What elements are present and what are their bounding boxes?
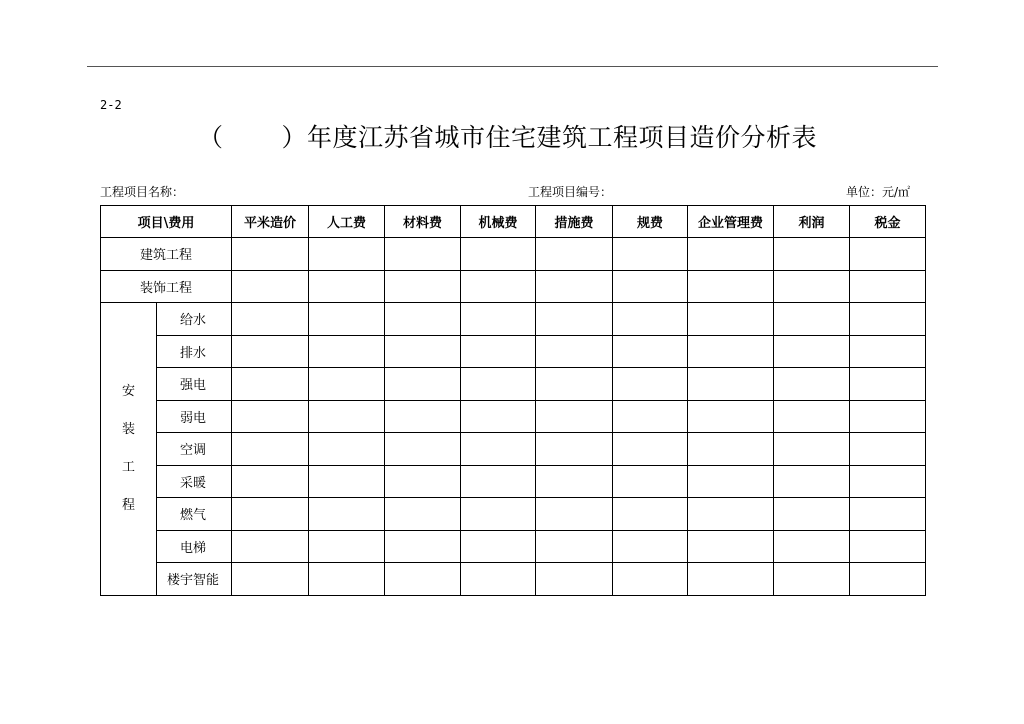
value-cell[interactable] (850, 530, 926, 563)
value-cell[interactable] (688, 303, 774, 336)
value-cell[interactable] (850, 335, 926, 368)
value-cell[interactable] (385, 335, 461, 368)
header-col-1: 人工费 (309, 206, 385, 238)
value-cell[interactable] (536, 530, 613, 563)
header-col-8: 税金 (850, 206, 926, 238)
value-cell[interactable] (309, 238, 385, 271)
value-cell[interactable] (774, 563, 850, 596)
value-cell[interactable] (385, 238, 461, 271)
value-cell[interactable] (536, 270, 613, 303)
value-cell[interactable] (774, 368, 850, 401)
value-cell[interactable] (461, 498, 536, 531)
value-cell[interactable] (613, 400, 688, 433)
value-cell[interactable] (309, 530, 385, 563)
value-cell[interactable] (536, 433, 613, 466)
install-item-label: 给水 (157, 303, 232, 336)
project-no-label: 工程项目编号： (528, 185, 613, 199)
value-cell[interactable] (850, 303, 926, 336)
install-item-label: 强电 (157, 368, 232, 401)
title-text: ）年度江苏省城市住宅建筑工程项目造价分析表 (281, 123, 818, 152)
table-row (101, 270, 926, 303)
value-cell[interactable] (688, 530, 774, 563)
value-cell[interactable] (385, 530, 461, 563)
table-row (101, 465, 926, 498)
value-cell[interactable] (688, 238, 774, 271)
value-cell[interactable] (385, 563, 461, 596)
value-cell[interactable] (850, 498, 926, 531)
value-cell[interactable] (774, 498, 850, 531)
value-cell[interactable] (613, 530, 688, 563)
value-cell[interactable] (461, 400, 536, 433)
table-row (101, 563, 926, 596)
value-cell[interactable] (385, 303, 461, 336)
value-cell[interactable] (232, 238, 309, 271)
value-cell[interactable] (850, 270, 926, 303)
value-cell[interactable] (461, 465, 536, 498)
value-cell[interactable] (232, 498, 309, 531)
value-cell[interactable] (385, 400, 461, 433)
value-cell[interactable] (461, 563, 536, 596)
project-name-label: 工程项目名称： (100, 185, 185, 199)
value-cell[interactable] (850, 400, 926, 433)
value-cell[interactable] (850, 368, 926, 401)
value-cell[interactable] (774, 433, 850, 466)
value-cell[interactable] (536, 563, 613, 596)
value-cell[interactable] (232, 335, 309, 368)
value-cell[interactable] (461, 433, 536, 466)
value-cell[interactable] (774, 465, 850, 498)
value-cell[interactable] (385, 368, 461, 401)
value-cell[interactable] (850, 563, 926, 596)
value-cell[interactable] (613, 465, 688, 498)
value-cell[interactable] (850, 465, 926, 498)
value-cell[interactable] (232, 563, 309, 596)
value-cell[interactable] (688, 368, 774, 401)
value-cell[interactable] (688, 465, 774, 498)
value-cell[interactable] (385, 498, 461, 531)
install-item-label: 采暖 (157, 465, 232, 498)
value-cell[interactable] (688, 498, 774, 531)
value-cell[interactable] (774, 270, 850, 303)
value-cell[interactable] (774, 238, 850, 271)
value-cell[interactable] (613, 563, 688, 596)
install-item-label: 燃气 (157, 498, 232, 531)
header-col-4: 措施费 (536, 206, 613, 238)
value-cell[interactable] (309, 465, 385, 498)
value-cell[interactable] (774, 400, 850, 433)
value-cell[interactable] (232, 433, 309, 466)
value-cell[interactable] (850, 238, 926, 271)
header-item-fee: 项目\费用 (101, 206, 232, 238)
value-cell[interactable] (613, 498, 688, 531)
value-cell[interactable] (461, 303, 536, 336)
install-group-char: 安 (121, 383, 135, 399)
header-col-2: 材料费 (385, 206, 461, 238)
value-cell[interactable] (309, 368, 385, 401)
table-row (101, 368, 926, 401)
install-group-char: 装 (121, 421, 135, 437)
value-cell[interactable] (385, 270, 461, 303)
value-cell[interactable] (309, 270, 385, 303)
install-item-label: 排水 (157, 335, 232, 368)
value-cell[interactable] (536, 303, 613, 336)
table-code: 2-2 (100, 98, 122, 112)
value-cell[interactable] (613, 368, 688, 401)
value-cell[interactable] (536, 400, 613, 433)
value-cell[interactable] (613, 270, 688, 303)
value-cell[interactable] (232, 465, 309, 498)
header-col-0: 平米造价 (232, 206, 309, 238)
cost-analysis-table (100, 205, 926, 596)
install-item-label: 弱电 (157, 400, 232, 433)
header-col-3: 机械费 (461, 206, 536, 238)
value-cell[interactable] (232, 270, 309, 303)
table-row (101, 498, 926, 531)
value-cell[interactable] (774, 335, 850, 368)
title-open-paren: （ (198, 123, 224, 152)
value-cell[interactable] (232, 400, 309, 433)
value-cell[interactable] (232, 368, 309, 401)
value-cell[interactable] (536, 335, 613, 368)
header-col-7: 利润 (774, 206, 850, 238)
value-cell[interactable] (536, 498, 613, 531)
row-label: 建筑工程 (101, 238, 232, 271)
row-label: 装饰工程 (101, 270, 232, 303)
table-row (101, 238, 926, 271)
table-row (101, 530, 926, 563)
value-cell[interactable] (309, 335, 385, 368)
top-rule (87, 66, 938, 67)
value-cell[interactable] (461, 368, 536, 401)
table-row (101, 303, 926, 336)
page-title (198, 118, 817, 154)
value-cell[interactable] (232, 530, 309, 563)
value-cell[interactable] (688, 270, 774, 303)
value-cell[interactable] (309, 303, 385, 336)
value-cell[interactable] (461, 238, 536, 271)
value-cell[interactable] (385, 465, 461, 498)
value-cell[interactable] (688, 563, 774, 596)
value-cell[interactable] (850, 433, 926, 466)
value-cell[interactable] (613, 335, 688, 368)
value-cell[interactable] (536, 368, 613, 401)
install-item-label: 电梯 (157, 530, 232, 563)
value-cell[interactable] (309, 498, 385, 531)
table-row (101, 433, 926, 466)
install-group-char: 工 (121, 459, 135, 475)
value-cell[interactable] (309, 400, 385, 433)
install-item-label: 空调 (157, 433, 232, 466)
install-item-label: 楼宇智能 (157, 563, 232, 596)
value-cell[interactable] (613, 238, 688, 271)
value-cell[interactable] (688, 335, 774, 368)
value-cell[interactable] (536, 238, 613, 271)
value-cell[interactable] (774, 530, 850, 563)
header-row (101, 206, 926, 238)
value-cell[interactable] (385, 433, 461, 466)
value-cell[interactable] (461, 530, 536, 563)
header-col-5: 规费 (613, 206, 688, 238)
value-cell[interactable] (536, 465, 613, 498)
value-cell[interactable] (688, 433, 774, 466)
install-group-label (101, 303, 157, 596)
table-row (101, 335, 926, 368)
table-row (101, 400, 926, 433)
value-cell[interactable] (309, 433, 385, 466)
value-cell[interactable] (309, 563, 385, 596)
value-cell[interactable] (613, 303, 688, 336)
value-cell[interactable] (461, 335, 536, 368)
value-cell[interactable] (461, 270, 536, 303)
value-cell[interactable] (774, 303, 850, 336)
header-col-6: 企业管理费 (688, 206, 774, 238)
install-group-char: 程 (121, 497, 135, 513)
value-cell[interactable] (688, 400, 774, 433)
unit-label: 单位：元/㎡ (846, 185, 911, 199)
value-cell[interactable] (232, 303, 309, 336)
value-cell[interactable] (613, 433, 688, 466)
